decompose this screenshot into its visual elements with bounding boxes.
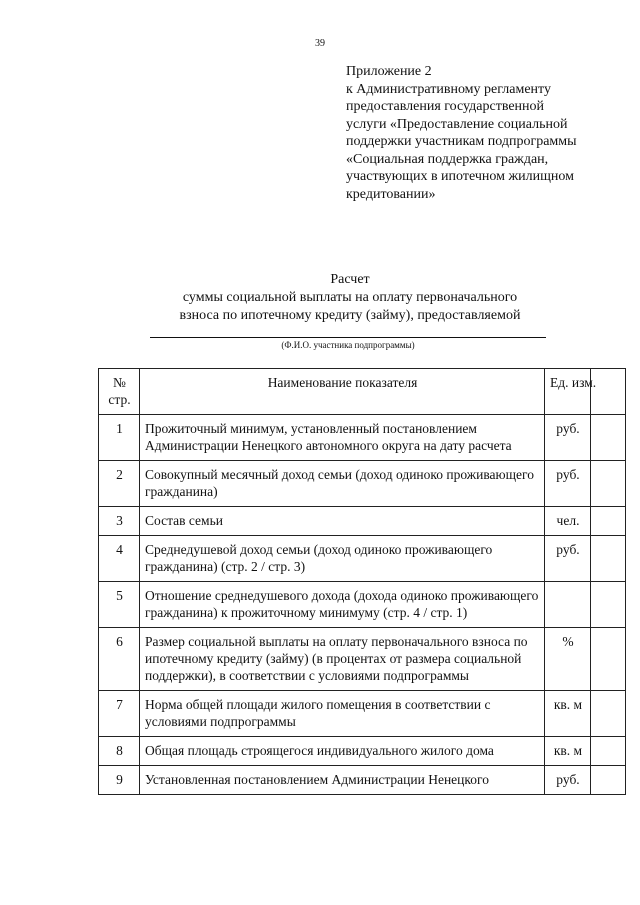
table-row [99, 536, 626, 582]
row-num: 8 [99, 737, 140, 766]
row-value-cell[interactable] [591, 461, 626, 507]
title-line: взноса по ипотечному кредиту (займу), предоставляемой [179, 308, 521, 323]
fio-underline [150, 337, 546, 338]
row-name: Среднедушевой доход семьи (доход одиноко проживающего гражданина) (стр. 2 / стр. 3) [140, 536, 545, 582]
appendix-line: Приложение 2 [346, 64, 432, 79]
row-value-cell[interactable] [591, 766, 626, 795]
page-number: 39 [315, 38, 325, 49]
header-unit: Ед. изм. [545, 369, 591, 415]
row-num: 9 [99, 766, 140, 795]
title-line: Расчет [330, 272, 370, 287]
appendix-line: «Социальная поддержка граждан, [346, 151, 549, 167]
row-unit [545, 582, 591, 628]
row-value-cell[interactable] [591, 536, 626, 582]
table-row [99, 461, 626, 507]
row-value-cell[interactable] [591, 415, 626, 461]
appendix-line: предоставления государственной [346, 99, 545, 114]
row-num: 6 [99, 628, 140, 691]
row-name: Прожиточный минимум, установленный постановлением Администрации Ненецкого автономного округа на дату расчета [140, 415, 545, 461]
row-name: Общая площадь строящегося индивидуального жилого дома [140, 737, 545, 766]
table-row [99, 737, 626, 766]
appendix-line: кредитовании» [346, 186, 436, 202]
row-unit: руб. [545, 415, 591, 461]
row-name: Установленная постановлением Администрации Ненецкого [140, 766, 545, 795]
row-unit: руб. [545, 536, 591, 582]
table-row [99, 628, 626, 691]
row-name: Совокупный месячный доход семьи (доход одиноко проживающего гражданина) [140, 461, 545, 507]
row-value-cell[interactable] [591, 691, 626, 737]
fio-caption: (Ф.И.О. участника подпрограммы) [281, 340, 415, 350]
row-name: Состав семьи [140, 507, 545, 536]
table-header-row [99, 369, 626, 415]
table-row [99, 582, 626, 628]
row-num: 4 [99, 536, 140, 582]
appendix-header [346, 63, 616, 203]
calculation-table [98, 368, 626, 795]
row-name: Размер социальной выплаты на оплату первоначального взноса по ипотечному кредиту (займу) (в процентах от размера социальной поддержки), в соответствии с условиями подпрограммы [140, 628, 545, 691]
row-unit: % [545, 628, 591, 691]
appendix-line: услуги «Предоставление социальной [346, 116, 568, 132]
title-line: суммы социальной выплаты на оплату первоначального [182, 290, 518, 305]
appendix-line: к Административному регламенту [346, 81, 551, 97]
table-row [99, 766, 626, 795]
appendix-line: поддержки участникам подпрограммы [346, 134, 577, 149]
row-num: 3 [99, 507, 140, 536]
row-unit: чел. [545, 507, 591, 536]
row-num: 7 [99, 691, 140, 737]
row-num: 1 [99, 415, 140, 461]
row-name: Отношение среднедушевого дохода (дохода одиноко проживающего гражданина) к прожиточному минимуму (стр. 4 / стр. 1) [140, 582, 545, 628]
table-row [99, 415, 626, 461]
row-num: 5 [99, 582, 140, 628]
row-unit: руб. [545, 461, 591, 507]
header-name: Наименование показателя [140, 369, 545, 415]
header-num: № стр. [99, 369, 140, 415]
row-num: 2 [99, 461, 140, 507]
table-row [99, 507, 626, 536]
row-name: Норма общей площади жилого помещения в соответствии с условиями подпрограммы [140, 691, 545, 737]
row-unit: кв. м [545, 737, 591, 766]
row-value-cell[interactable] [591, 628, 626, 691]
row-unit: руб. [545, 766, 591, 795]
appendix-line: участвующих в ипотечном жилищном [346, 169, 574, 184]
table-row [99, 691, 626, 737]
row-value-cell[interactable] [591, 582, 626, 628]
row-unit: кв. м [545, 691, 591, 737]
row-value-cell[interactable] [591, 507, 626, 536]
document-title [0, 271, 640, 325]
row-value-cell[interactable] [591, 737, 626, 766]
